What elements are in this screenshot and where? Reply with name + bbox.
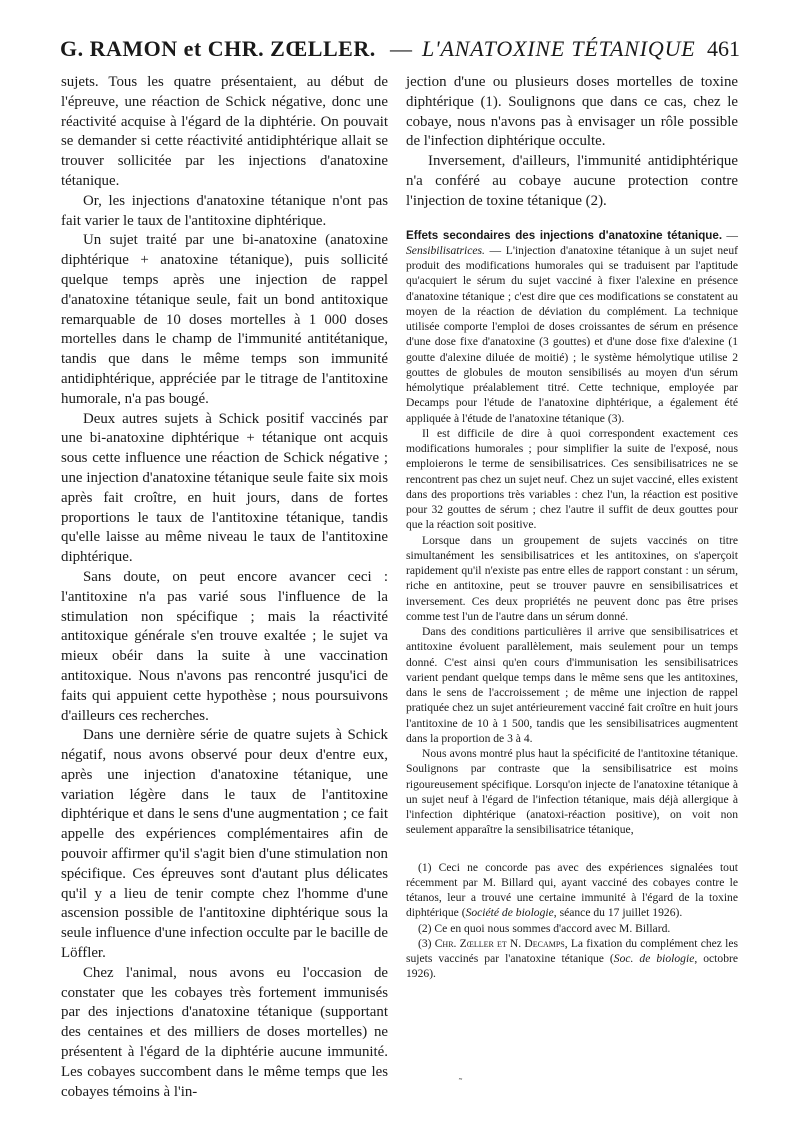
footnote-1: [406, 860, 738, 921]
right-column-body: [406, 73, 738, 212]
section-title-dash: —: [726, 228, 738, 242]
footnote-1-text: (1) Ceci ne concorde pas avec des expériences signalées tout récemment par M. Billard qui, ayant vacciné des cobayes contre le tétanos, leur a trouvé une certaine immunité à l'égard de la toxine diphtérique (: [406, 860, 738, 920]
paragraph: Nous avons montré plus haut la spécificité de l'antitoxine tétanique. Soulignons par contraste que la sensibilisatrice est moins rigoureusement spécifique. Lorsqu'on injecte de l'anatoxine tétanique à un sujet neuf à l'égard de l'infection tétanique, mais déjà allergique à l'infection diphtérique (anatoxi-réaction positive), on voit non seulement apparaître la sensibilisatrice tétanique,: [406, 747, 738, 837]
section-intro-paragraph: [406, 228, 738, 426]
footnotes: [406, 860, 738, 982]
left-column: [61, 73, 388, 1102]
paragraph: Inversement, d'ailleurs, l'immunité antidiphtérique n'a conféré au cobaye aucune protection contre l'injection de toxine tétanique (2).: [406, 153, 738, 209]
footnote-3-number: (3): [418, 936, 432, 950]
paragraph: Or, les injections d'anatoxine tétanique n'ont pas fait varier le taux de l'antitoxine diphtérique.: [61, 192, 388, 229]
footnote-3-authors: Chr. Zœller et N. Decamps,: [434, 936, 568, 950]
running-header: [60, 28, 740, 70]
footnote-2: (2) Ce en quoi nous sommes d'accord avec M. Billard.: [418, 921, 671, 935]
paragraph: Chez l'animal, nous avons eu l'occasion de constater que les cobayes très fortement immunisés par des injections d'anatoxine tétanique (supportant des centaines et des milliers de doses mortelles) ne présentent à l'égard de la diphtérie aucune immunité. Les cobayes succombent dans le même temps que les cobayes témoins à l'in-: [61, 964, 388, 1100]
section-secondary-effects: [406, 228, 738, 982]
footnote-3: [406, 936, 738, 982]
footnote-1-end: , séance du 17 juillet 1926).: [553, 906, 683, 920]
paragraph: Deux autres sujets à Schick positif vaccinés par une bi-anatoxine diphtérique + tétanique ont acquis sous cette influence une réaction de Schick négative ; une injection d'anatoxine tétanique seule faite six mois après fait croître, en huit jours, dans de fortes proportions le taux de l'antitoxine tétanique, tandis qu'elle laisse au même niveau le taux de l'antitoxine diphtérique.: [61, 410, 388, 566]
section-subtitle: Sensibilisatrices.: [406, 243, 485, 257]
footnote-3-end: , octobre 1926).: [406, 952, 739, 981]
section-title: Effets secondaires des injections d'anatoxine tétanique.: [406, 228, 723, 242]
paragraph: sujets. Tous les quatre présentaient, au début de l'épreuve, une réaction de Schick négative, donc une réactivité acquise à l'égard de la diphtérie. On pouvait se demander si cette réactivité antidiphtérique allait se trouver sollicitée par les injections d'anatoxine tétanique.: [61, 74, 388, 189]
paragraph: Sans doute, on peut encore avancer ceci : l'antitoxine n'a pas varié sous l'influence de la stimulation non spécifique ; mais la réactivité antitoxique générale s'en trouve exaltée ; le sujet va mieux obéir dans la suite à une vaccination antitoxique. Nous n'avons pas rencontré jusqu'ici de faits qui appuient cette hypothèse ; nous poursuivons d'ailleurs ces recherches.: [61, 568, 388, 724]
paragraph: Lorsque dans un groupement de sujets vaccinés on titre simultanément les sensibilisatrices et les antitoxines, on s'aperçoit rapidement qu'il n'existe pas entre elles de rapport constant : un sérum, riche en antitoxine, peut se trouver pauvre en sensibilisatrices et inversement. Ces deux propriétés ne peuvent donc pas être prises comme test l'un de l'autre dans un sérum donné.: [406, 533, 738, 623]
header-dash: —: [390, 36, 412, 61]
footnote-3-text: La fixation du complément chez les sujets vaccinés par l'anatoxine tétanique (: [406, 936, 738, 966]
section-gap: [406, 212, 738, 228]
footnote-3-journal: Soc. de biologie: [613, 952, 695, 966]
paragraph: Dans des conditions particulières il arrive que sensibilisatrices et antitoxine évoluent parallèlement, mais seulement pour un temps donné. C'est ainsi qu'en cours d'immunisation les sensibilisatrices varient pendant quelque temps dans le même sens que les antitoxines, dans le sens de l'accroissement ; de même une injection de rappel pratiquée chez un sujet antérieurement vacciné fait croître en huit jours l'antitoxine de 10 à 1 500, tandis que les sensibilisatrices augmentent dans la proportion de 3 à 4.: [406, 625, 738, 745]
page-number: 461: [707, 36, 740, 61]
paragraph: Il est difficile de dire à quoi correspondent exactement ces modifications humorales ; pour simplifier la suite de l'exposé, nous emploierons le terme de sensibilisatrices. Ces sensibilisatrices ne se rencontrent pas chez un sujet neuf. Chez un sujet vacciné, elles existent dans des proportions très variables : chez l'un, la réaction est positive pour 32 gouttes de sérum ; chez l'autre il suffit de deux gouttes pour que la réaction soit positive.: [406, 426, 738, 532]
right-column: [406, 73, 738, 982]
printer-mark: ˜: [458, 1078, 463, 1089]
header-authors: G. RAMON et CHR. ZŒLLER.: [60, 36, 376, 61]
section-intro-text: — L'injection d'anatoxine tétanique à un sujet neuf produit des modifications humorales qui se traduisent par l'aptitude qu'acquiert le sérum du sujet vacciné à fixer l'alexine en présence d'anatoxine tétanique ; c'est dire que ces modifications se constatent au moyen de la réaction de déviation du complément. La technique utilisée comporte l'emploi de doses croissantes de sérum en présence d'une dose fixe d'anatoxine (3 gouttes) et d'une dose fixe d'alexine (1 goutte d'alexine diluée de moitié) ; le système hémolytique utilise 2 gouttes de globules de mouton sensibilisés au moyen d'un sérum hémolytique préalablement titré. Cette technique, employée par Decamps pour l'étude de l'anatoxine diphtérique, a également été appliquée à l'étude de l'anatoxine tétanique (3).: [406, 243, 738, 425]
header-title: L'ANATOXINE TÉTANIQUE: [422, 36, 696, 61]
paragraph: Un sujet traité par une bi-anatoxine (anatoxine diphtérique + anatoxine tétanique), puis sollicité quelque temps après une injection de rappel d'anatoxine tétanique seule, fait un bond antitoxique remarquable de 10 doses mortelles à 1 000 doses mortelles dans le champ de l'immunité antitétanique, tandis que dans le même temps son immunité antidiphtérique, appréciée par le titrage de l'antitoxine humorale, n'a pas bougé.: [61, 232, 388, 407]
paragraph: jection d'une ou plusieurs doses mortelles de toxine diphtérique (1). Soulignons que dans ce cas, chez le cobaye, nous n'avons pas à envisager un rôle possible de l'infection diphtérique occulte.: [406, 74, 738, 150]
footnote-1-journal: Société de biologie: [465, 906, 554, 920]
paragraph: Dans une dernière série de quatre sujets à Schick négatif, nous avons observé pour deux d'entre eux, après une injection d'anatoxine tétanique, une variation légère dans le taux de l'antitoxine diphtérique et dans le sens d'une augmentation ; ce fait appelle des expériences complémentaires afin de pouvoir affirmer qu'il s'agit bien d'une stimulation non spécifique. Ces épreuves sont d'autant plus délicates qu'il y a lieu de tenir compte chez l'homme d'une ascension possible de l'antitoxine diphtérique sous la seule influence d'une infection occulte par le bacille de Löffler.: [61, 727, 388, 962]
